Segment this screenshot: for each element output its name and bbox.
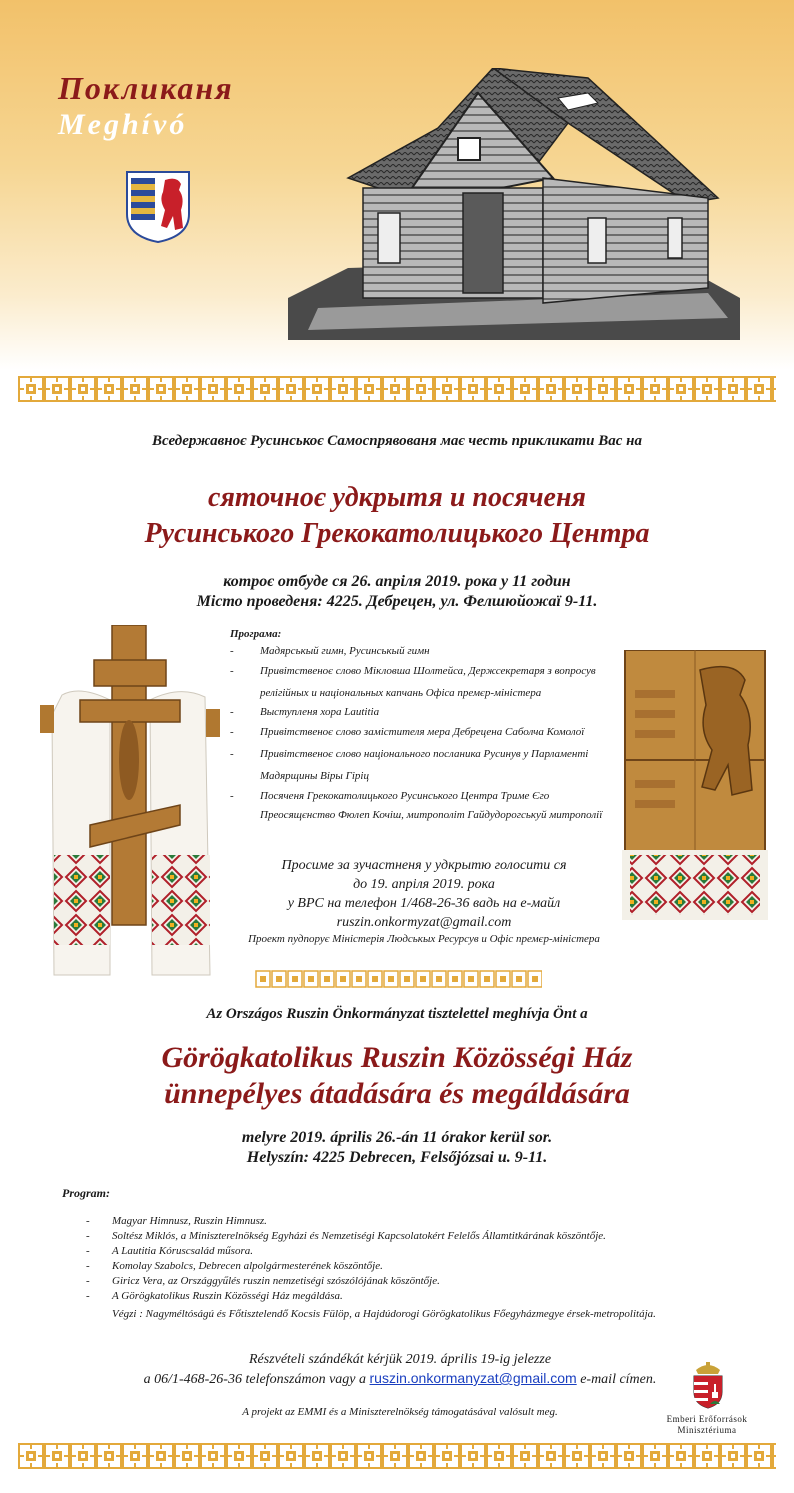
- list-item: - Посяченя Грекокатолицького Русинського Центра Триме Єго Преосящєнство Фюлеп Кочіш, митрополіт Гайдудорогськуй митрополії: [230, 787, 610, 825]
- program-continuation-hungarian: Végzi : Nagyméltóságú és Főtisztelendő Kocsis Fülöp, a Hajdúdorogi Görögkatolikus Főegyházmegye érsek-metropolitája.: [112, 1308, 656, 1320]
- carved-cross-towel-image: [40, 625, 220, 980]
- email-link[interactable]: ruszin.onkormanyzat@gmail.com: [369, 1370, 577, 1386]
- list-item: - Komolay Szabolcs, Debrecen alpolgármesterének köszöntője.: [86, 1259, 736, 1274]
- support-note-ukrainian: Проект пудпорує Міністерія Людськых Ресурсув и Офіс премєр-міністера: [248, 933, 600, 945]
- event-heading-ukrainian-line2: Русинського Грекокатолицького Центра: [144, 518, 650, 549]
- title-hungarian: Meghívó: [58, 108, 188, 141]
- rsvp-hungarian: [80, 1350, 720, 1389]
- invitation-line-hungarian: Az Országos Ruszin Önkormányzat tisztelettel meghívja Önt a: [206, 1006, 588, 1022]
- event-heading-hungarian: [0, 1040, 794, 1112]
- rsvp-ukrainian-line2: до 19. апріля 2019. рока: [353, 877, 495, 892]
- list-item: - A Lautitia Kóruscsalád műsora.: [86, 1244, 736, 1259]
- list-item: - Привітственоє слово національного посланика Русинув у Парламенті Мадярщины Віры Гіріц: [230, 743, 610, 787]
- program-title-ukrainian: Програма:: [230, 628, 282, 640]
- event-heading-hungarian-line2: ünnepélyes átadására és megáldására: [164, 1077, 630, 1110]
- title-ukrainian: Покликаня: [58, 70, 234, 106]
- ornament-border-bottom: [18, 1443, 776, 1469]
- program-ukrainian: [230, 626, 610, 825]
- event-heading-hungarian-line1: Görögkatolikus Ruszin Közösségi Ház: [161, 1041, 633, 1074]
- program-list-hungarian: [86, 1214, 736, 1304]
- list-item: - Giricz Vera, az Országgyűlés ruszin nemzetiségi szószólójának köszöntője.: [86, 1274, 736, 1289]
- ornament-border-top: [18, 376, 776, 402]
- ministry-logo-line2: Minisztériuma: [677, 1425, 737, 1435]
- program-list-ukrainian: [230, 643, 610, 825]
- invitation-line-ukrainian: Вседержавноє Русинськоє Самоспрявованя має честь прикликати Вас на: [152, 433, 642, 449]
- event-heading-ukrainian-line1: сяточноє удкрытя и посяченя: [208, 482, 586, 513]
- carved-bear-panel-image: [620, 650, 770, 940]
- list-item: - Привітственоє слово замістителя мера Дебрецена Саболча Комолої: [230, 721, 610, 743]
- list-item: - Привітственоє слово Мікловша Шолтейса, Держсекретаря з вопросув релігійных и національных капчань Офіса премєр-міністера: [230, 660, 610, 704]
- program-hungarian: [86, 1214, 736, 1325]
- rsvp-hungarian-line2: [80, 1369, 720, 1389]
- program-title-hungarian: Program:: [62, 1186, 110, 1200]
- rsvp-ukrainian-email: ruszin.onkormyzat@gmail.com: [336, 915, 512, 930]
- event-details-ukrainian: [0, 572, 794, 612]
- hungarian-coat-of-arms-icon: [688, 1360, 728, 1410]
- list-item: - A Görögkatolikus Ruszin Közösségi Ház megáldása.: [86, 1289, 736, 1304]
- ministry-logo-line1: Emberi Erőforrások: [666, 1414, 748, 1424]
- rsvp-email-suffix: e-mail címen.: [580, 1372, 657, 1387]
- rsvp-hungarian-line1: Részvételi szándékát kérjük 2019. április 19-ig jelezze: [248, 1352, 552, 1367]
- ministry-logo-text: [642, 1414, 772, 1436]
- event-date-ukrainian: котроє отбуде ся 26. апріля 2019. рока у 11 годин: [223, 573, 571, 590]
- list-item: - Выступленя хора Lautitia: [230, 704, 610, 721]
- rsvp-ukrainian: [228, 856, 620, 947]
- rusyn-coat-of-arms-icon: [125, 170, 191, 244]
- list-item: - Мадярськый гимн, Русинськый гимн: [230, 643, 610, 660]
- ornament-divider: [255, 969, 542, 989]
- community-house-illustration: [288, 68, 740, 340]
- event-location-hungarian: Helyszín: 4225 Debrecen, Felsőjózsai u. 9-11.: [246, 1149, 548, 1166]
- rsvp-ukrainian-line3: у ВРС на телефон 1/468-26-36 вадь на е-майл: [287, 896, 561, 911]
- event-location-ukrainian: Місто проведеня: 4225. Дебрецен, ул. Фелшюйожаї 9-11.: [196, 593, 598, 610]
- event-details-hungarian: [0, 1128, 794, 1168]
- list-item: - Soltész Miklós, a Miniszterelnökség Egyházi és Nemzetiségi Kapcsolatokért Felelős Államtitkárának köszöntője.: [86, 1229, 736, 1244]
- event-date-hungarian: melyre 2019. április 26.-án 11 órakor kerül sor.: [241, 1129, 553, 1146]
- event-heading-ukrainian: [0, 480, 794, 552]
- rsvp-ukrainian-line1: Просиме за зучастненя у удкрытю голосити ся: [281, 858, 567, 873]
- list-item: - Magyar Himnusz, Ruszin Himnusz.: [86, 1214, 736, 1229]
- support-note-hungarian: A projekt az EMMI és a Miniszterelnökség támogatásával valósult meg.: [242, 1406, 558, 1418]
- rsvp-phone-text: a 06/1-468-26-36 telefonszámon vagy a: [143, 1372, 367, 1387]
